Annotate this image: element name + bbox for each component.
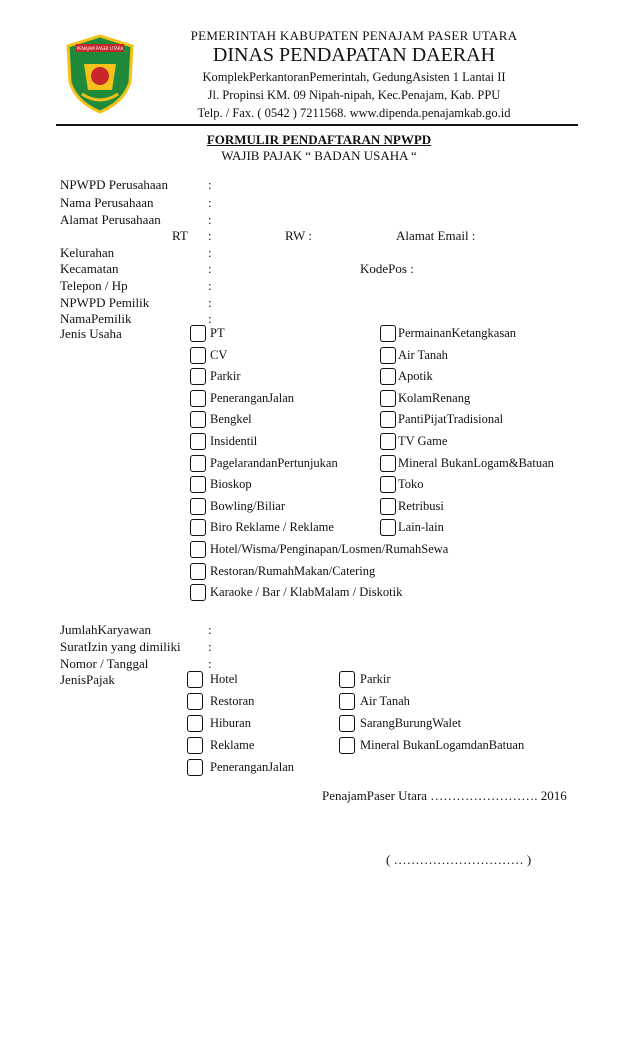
option-checkbox[interactable] <box>190 325 206 342</box>
field-label: JenisPajak <box>60 672 115 687</box>
option-label: Parkir <box>210 369 241 384</box>
field-colon: : <box>208 228 212 243</box>
header-divider <box>56 124 578 126</box>
option-label: PeneranganJalan <box>210 760 294 774</box>
header-agency-name: DINAS PENDAPATAN DAERAH <box>212 44 496 66</box>
signature-line: ( ………………………… ) <box>386 852 532 867</box>
option-checkbox[interactable] <box>380 519 396 536</box>
rt-label: RT <box>172 228 188 243</box>
option-checkbox[interactable] <box>190 541 206 558</box>
option-label: Reklame <box>210 738 255 752</box>
email-label: Alamat Email : <box>396 228 476 243</box>
option-checkbox[interactable] <box>339 715 355 732</box>
option-label: PagelarandanPertunjukan <box>210 455 338 470</box>
option-label: Apotik <box>398 369 433 384</box>
option-checkbox[interactable] <box>380 455 396 472</box>
option-checkbox[interactable] <box>190 563 206 580</box>
option-label: PantiPijatTradisional <box>398 412 504 427</box>
option-checkbox[interactable] <box>187 693 203 710</box>
option-checkbox[interactable] <box>380 368 396 385</box>
option-label: Hiburan <box>210 716 251 730</box>
option-label: Air Tanah <box>360 694 410 708</box>
option-checkbox[interactable] <box>190 368 206 385</box>
option-checkbox[interactable] <box>190 390 206 407</box>
header-address-line2: Jl. Propinsi KM. 09 Nipah-nipah, Kec.Penajam, Kab. PPU <box>207 88 501 102</box>
option-label: PT <box>210 326 225 340</box>
option-checkbox[interactable] <box>380 411 396 428</box>
option-checkbox[interactable] <box>190 584 206 601</box>
option-label: Karaoke / Bar / KlabMalam / Diskotik <box>210 585 403 600</box>
option-checkbox[interactable] <box>190 476 206 493</box>
option-label: Hotel/Wisma/Penginapan/Losmen/RumahSewa <box>210 542 449 556</box>
option-checkbox[interactable] <box>190 498 206 515</box>
option-label: Mineral BukanLogam&Batuan <box>398 455 554 470</box>
field-label: Jenis Usaha <box>60 326 122 341</box>
option-label: Bioskop <box>210 477 252 492</box>
field-colon: : <box>208 261 212 276</box>
header-government-name: PEMERINTAH KABUPATEN PENAJAM PASER UTARA <box>190 28 518 43</box>
option-label: Bengkel <box>210 412 252 427</box>
field-label: Telepon / Hp <box>60 278 128 293</box>
field-colon: : <box>208 195 212 210</box>
field-label: SuratIzin yang dimiliki <box>60 639 181 654</box>
option-checkbox[interactable] <box>190 433 206 450</box>
field-colon: : <box>208 295 212 310</box>
form-title: FORMULIR PENDAFTARAN NPWPD <box>206 132 432 147</box>
option-label: Restoran/RumahMakan/Catering <box>210 563 376 578</box>
option-checkbox[interactable] <box>380 476 396 493</box>
option-label: Insidentil <box>210 434 258 448</box>
option-label: Restoran <box>210 694 255 708</box>
option-checkbox[interactable] <box>190 455 206 472</box>
option-checkbox[interactable] <box>190 411 206 428</box>
option-checkbox[interactable] <box>339 671 355 688</box>
field-label: Nomor / Tanggal <box>60 656 149 671</box>
field-colon: : <box>208 639 212 654</box>
option-checkbox[interactable] <box>339 693 355 710</box>
field-label: NPWPD Perusahaan <box>60 177 168 192</box>
field-colon: : <box>208 622 212 637</box>
option-checkbox[interactable] <box>339 737 355 754</box>
option-label: Biro Reklame / Reklame <box>210 520 334 535</box>
option-checkbox[interactable] <box>187 759 203 776</box>
svg-text:PENAJAM PASER UTARA: PENAJAM PASER UTARA <box>76 46 124 51</box>
option-label: Retribusi <box>398 498 444 513</box>
field-colon: : <box>208 177 212 192</box>
option-checkbox[interactable] <box>380 498 396 515</box>
field-colon: : <box>208 311 212 326</box>
kodepos-label: KodePos : <box>360 261 414 276</box>
field-label: JumlahKaryawan <box>60 622 151 637</box>
option-checkbox[interactable] <box>380 390 396 407</box>
field-label: Kecamatan <box>60 261 119 276</box>
place-date-line: PenajamPaser Utara ……………………. 2016 <box>322 788 567 803</box>
option-label: Air Tanah <box>398 347 448 362</box>
option-checkbox[interactable] <box>380 325 396 342</box>
option-label: Lain-lain <box>398 520 444 535</box>
option-checkbox[interactable] <box>187 671 203 688</box>
option-label: PeneranganJalan <box>210 390 294 405</box>
option-label: Hotel <box>210 672 238 686</box>
form-subtitle: WAJIB PAJAK “ BADAN USAHA “ <box>221 148 417 163</box>
header-address-line1: KomplekPerkantoranPemerintah, GedungAsisten 1 Lantai II <box>202 70 506 84</box>
field-label: Nama Perusahaan <box>60 195 154 210</box>
header-contact-line: Telp. / Fax. ( 0542 ) 7211568. www.dipenda.penajamkab.go.id <box>197 106 511 120</box>
option-label: CV <box>210 347 228 362</box>
option-checkbox[interactable] <box>380 433 396 450</box>
field-colon: : <box>208 212 212 227</box>
option-label: PermainanKetangkasan <box>398 326 517 340</box>
field-label: NamaPemilik <box>60 311 132 326</box>
field-label: NPWPD Pemilik <box>60 295 150 310</box>
option-checkbox[interactable] <box>190 519 206 536</box>
option-label: SarangBurungWalet <box>360 716 462 730</box>
option-label: Parkir <box>360 672 391 686</box>
field-colon: : <box>208 656 212 671</box>
option-checkbox[interactable] <box>190 347 206 364</box>
option-checkbox[interactable] <box>187 737 203 754</box>
option-checkbox[interactable] <box>380 347 396 364</box>
rw-label: RW : <box>285 228 312 243</box>
field-colon: : <box>208 278 212 293</box>
field-label: Alamat Perusahaan <box>60 212 161 227</box>
option-label: Mineral BukanLogamdanBatuan <box>360 738 525 752</box>
field-colon: : <box>208 245 212 260</box>
option-checkbox[interactable] <box>187 715 203 732</box>
option-label: TV Game <box>398 434 448 448</box>
option-label: KolamRenang <box>398 390 471 405</box>
option-label: Bowling/Biliar <box>210 498 285 513</box>
option-label: Toko <box>398 477 424 492</box>
field-label: Kelurahan <box>60 245 115 260</box>
